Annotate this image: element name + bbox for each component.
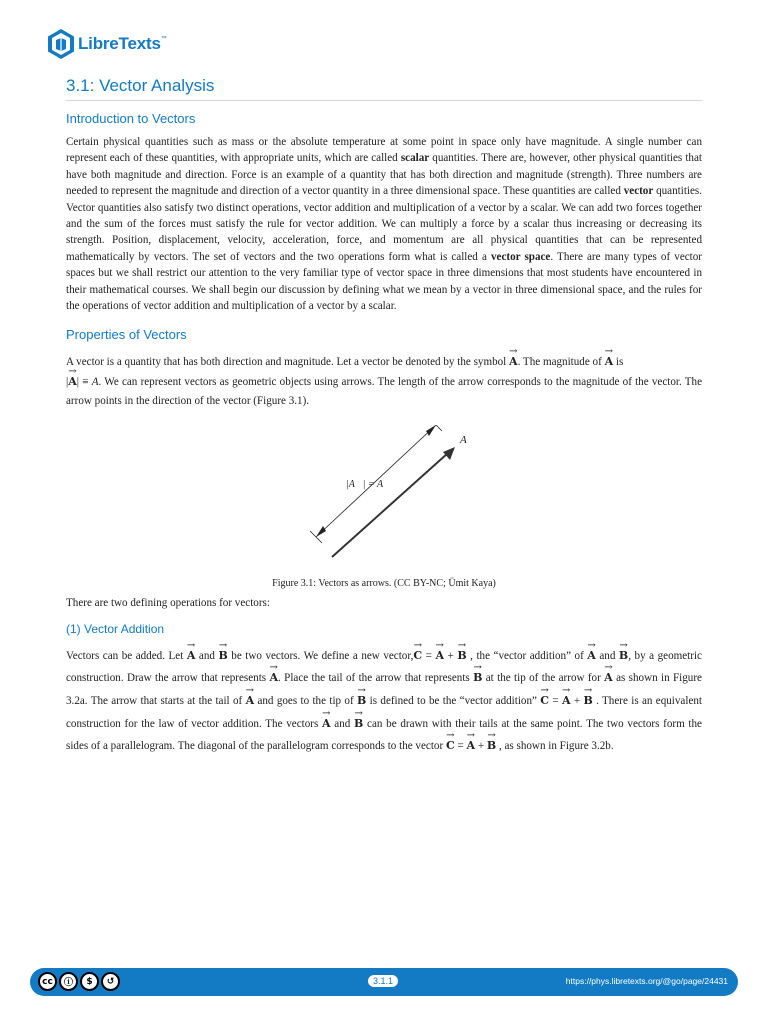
vector-symbol-c: → C (413, 645, 422, 668)
nc-icon: $ (80, 972, 99, 991)
vector-symbol-a: → A (604, 667, 613, 690)
figure-caption: Figure 3.1: Vectors as arrows. (CC BY-NC; Ümit Kaya) (272, 578, 496, 590)
libretexts-logo[interactable]: LibreTexts ™ (46, 28, 167, 60)
by-icon: ⓘ (59, 972, 78, 991)
vector-symbol-a: → A (562, 690, 571, 713)
vector-symbol-b: → B (473, 667, 482, 690)
figure-vector-label: A⃗ (460, 434, 476, 447)
cc-icon: cc (38, 972, 57, 991)
logo-text: LibreTexts (78, 34, 161, 53)
vector-symbol-a: → A (187, 645, 196, 668)
page-footer (30, 968, 738, 996)
vector-symbol-b: → B (487, 735, 496, 758)
defining-ops-text: There are two defining operations for vectors: (66, 597, 270, 610)
vector-symbol-c: → C (446, 735, 455, 758)
vector-symbol-a: → A (605, 352, 614, 371)
cc-license-badge[interactable] (38, 972, 120, 991)
vector-symbol-b: → B (619, 645, 628, 668)
vector-symbol-a: → A (68, 372, 77, 391)
section-heading-intro: Introduction to Vectors (66, 111, 196, 126)
vector-symbol-a: → A (322, 713, 331, 736)
vector-symbol-b: → B (457, 645, 466, 668)
properties-paragraph: A vector is a quantity that has both direction and magnitude. Let a vector be denoted by the symbol → A. The magnitude of → A is |→ A| ≡ A. We can represent vectors as geometric objects using arrows. The length of the arrow corresponds to the magnitude of the vector. The arrow points in the direction of the vector (Figure 3.1). (66, 352, 702, 411)
libretexts-hex-icon (46, 28, 76, 60)
section-heading-vector-addition: (1) Vector Addition (66, 621, 165, 636)
vector-symbol-c: → C (540, 690, 549, 713)
vector-symbol-b: → B (357, 690, 366, 713)
figure-vector-arrow (66, 425, 702, 575)
intro-paragraph: Certain physical quantities such as mass or the absolute temperature at some point in space only have magnitude. A single number can represent each of these quantities, with appropriate units, which are called scalar quantities. There are, however, other physical quantities that have both magnitude and direction. Force is an example of a quantity that has both direction and magnitude (strength). Three numbers are needed to represent the magnitude and direction of a vector quantity in a three dimensional space. These quantities are called vector quantities. Vector quantities also satisfy two distinct operations, vector addition and multiplication of a vector by a scalar. We can add two forces together and the sum of the forces must satisfy the rule for vector addition. We can multiply a force by a scalar thus increasing or decreasing its strength. Position, displacement, velocity, acceleration, force, and momentum are all physical quantities that can be represented mathematically by vectors. The set of vectors and the two operations form what is called a vector space. There are many types of vector spaces but we shall restrict our attention to the very familiar type of vector space in three dimensions that most students have encountered in their mathematical courses. We shall begin our discussion by defining what we mean by a vector in three dimensional space, and the rules for the operations of vector addition and multiplication of a vector by a scalar. (66, 136, 703, 313)
vector-symbol-b: → B (583, 690, 592, 713)
vector-arrow-diagram (66, 425, 702, 575)
vector-symbol-a: → A (269, 667, 278, 690)
section-heading-properties: Properties of Vectors (66, 327, 187, 343)
page-title: 3.1: Vector Analysis (66, 76, 702, 101)
sa-icon: ↺ (101, 972, 120, 991)
vector-symbol-a: → A (587, 645, 596, 668)
page-number-badge: 3.1.1 (368, 975, 398, 987)
page-url-link[interactable]: https://phys.libretexts.org/@go/page/24431 (565, 976, 728, 986)
vector-symbol-a: → A (509, 352, 518, 371)
figure-magnitude-label: |A⃗| = A (346, 479, 384, 491)
vector-symbol-a: → A (246, 690, 255, 713)
vector-symbol-b: → B (354, 713, 363, 736)
vector-symbol-b: → B (218, 645, 227, 668)
vector-symbol-a: → A (467, 735, 476, 758)
vector-addition-paragraph: Vectors can be added. Let → A and → B be two vectors. We define a new vector,→ C = → A + → B , the “vector addition” of → A and → B, by a geometric construction. Draw the arrow that represents → A. Place the tail of the arrow that represents → B at the tip of the arrow for → A as shown in Figure 3.2a. The arrow that starts at the tail of → A and goes to the tip of → B is defined to be the “vector addition” → C = → A + → B . There is an equivalent construction for the law of vector addition. The vectors → A and → B can be drawn with their tails at the same point. The two vectors form the sides of a parallelogram. The diagonal of the parallelogram corresponds to the vector → C = → A + → B , as shown in Figure 3.2b. (66, 645, 702, 758)
vector-symbol-a: → A (435, 645, 444, 668)
